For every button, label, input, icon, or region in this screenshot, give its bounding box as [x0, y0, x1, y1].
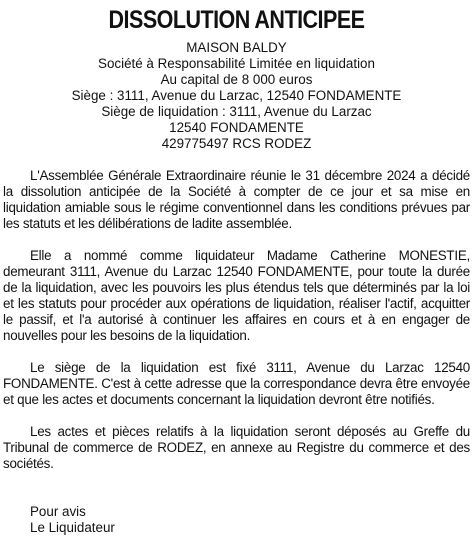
notice-title: DISSOLUTION ANTICIPEE — [108, 6, 365, 34]
company-header — [3, 40, 470, 152]
paragraph-liquidator: Elle a nommé comme liquidateur Madame Catherine MONESTIE, demeurant 3111, Avenue du Larzac 12540 FONDAMENTE, pour toute la durée de la liquidation, avec les pouvoirs les plus étendus tels que déterminés par la loi et les statuts pour procéder aux opérations de liquidation, réaliser l'actif, acquitter le passif, et l'a autorisé à continuer les affaires en cours et à en engager de nouvelles pour les besoins de la liquidation. — [3, 248, 470, 343]
paragraph-filing: Les actes et pièces relatifs à la liquidation seront déposés au Greffe du Tribunal de commerce de RODEZ, en annexe au Registre du commerce et des sociétés. — [3, 424, 470, 471]
paragraph-liquidation-office: Le siège de la liquidation est fixé 3111, Avenue du Larzac 12540 FONDAMENTE. C'est à cette adresse que la correspondance devra être envoyée et que les actes et documents concernant la liquidation devront être notifiés. — [3, 360, 470, 407]
company-name: MAISON BALDY — [186, 40, 287, 55]
closing-line2: Le Liquidateur — [30, 520, 115, 535]
closing-line1: Pour avis — [30, 504, 86, 519]
company-form: Société à Responsabilité Limitée en liquidation — [98, 56, 375, 71]
liquidation-office-line1: Siège de liquidation : 3111, Avenue du Larzac — [101, 104, 372, 119]
paragraph-decision: L'Assemblée Générale Extraordinaire réunie le 31 décembre 2024 a décidé la dissolution anticipée de la Société à compter de ce jour et sa mise en liquidation amiable sous le régime conventionnel dans les conditions prévues par les statuts et les délibérations de ladite assemblée. — [3, 168, 470, 231]
notice-body — [3, 168, 470, 472]
company-rcs: 429775497 RCS RODEZ — [161, 136, 312, 151]
signature-block — [3, 504, 470, 536]
liquidation-office-line2: 12540 FONDAMENTE — [169, 120, 304, 135]
company-head-office: Siège : 3111, Avenue du Larzac, 12540 FONDAMENTE — [71, 88, 402, 103]
company-capital: Au capital de 8 000 euros — [160, 72, 313, 87]
